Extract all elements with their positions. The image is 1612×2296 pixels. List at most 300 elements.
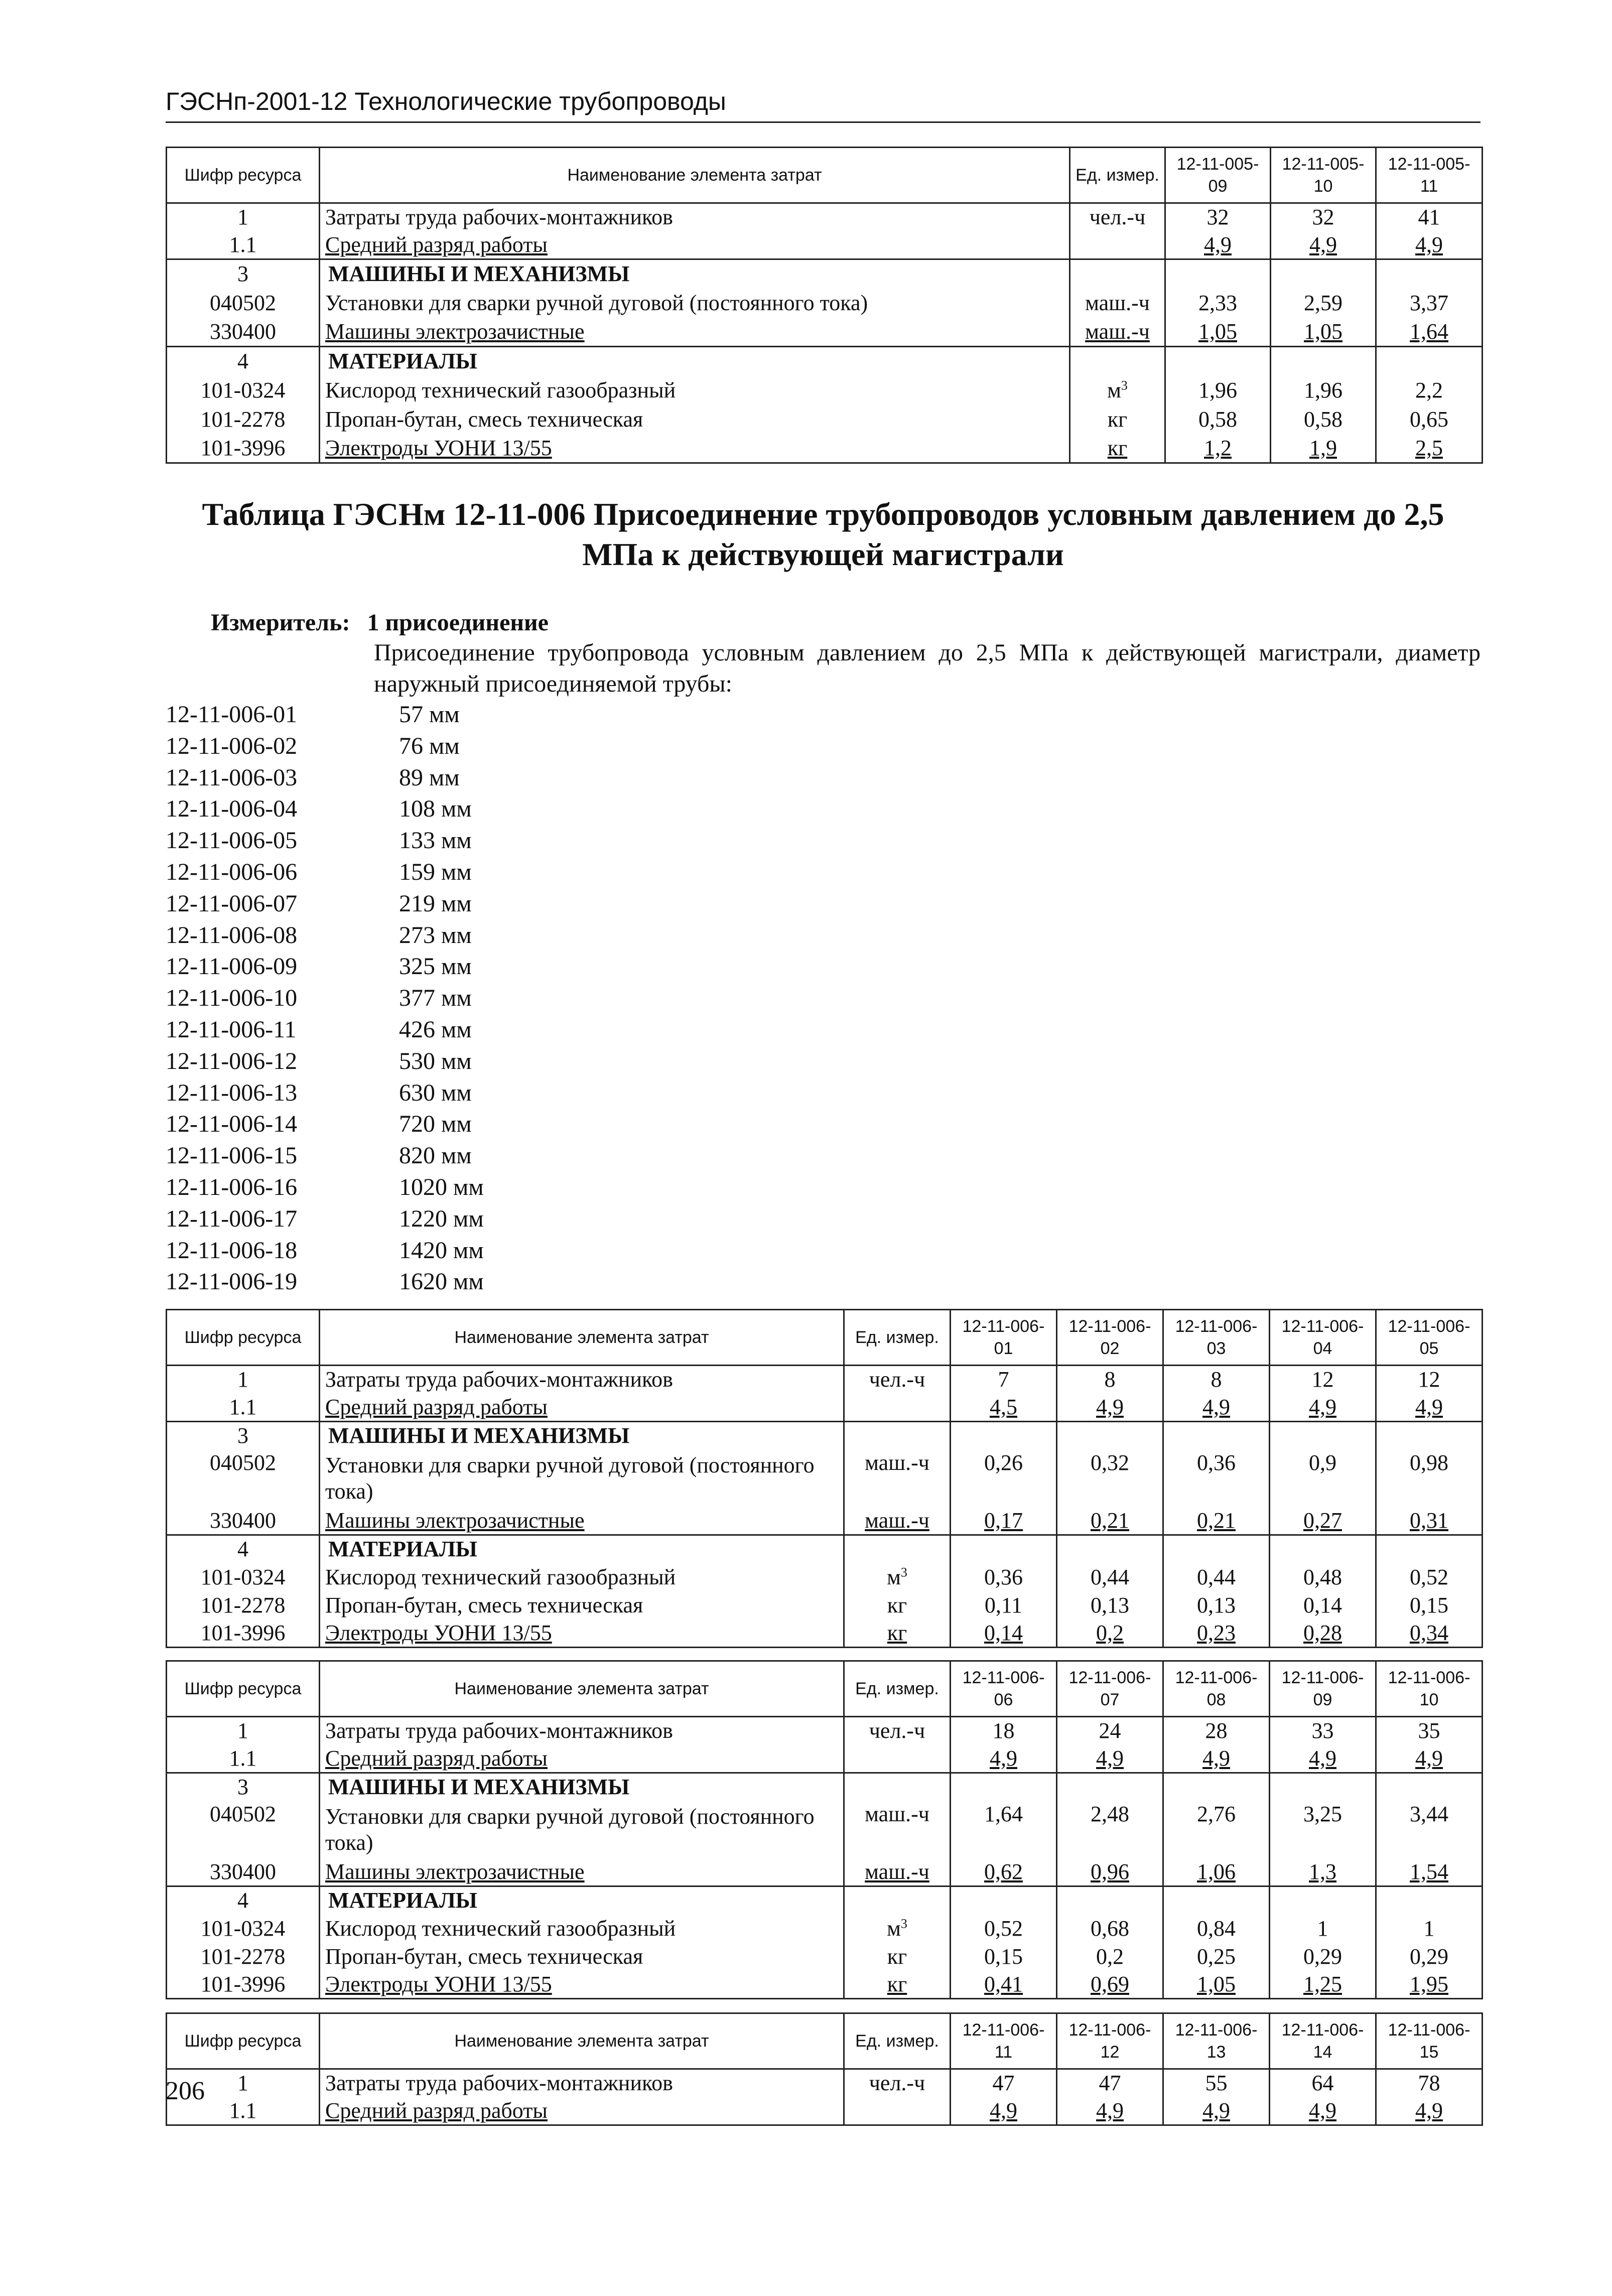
column-header: 12-11-006-04 (1270, 1310, 1376, 1366)
code-text: 12-11-006-15 (166, 1142, 298, 1169)
code-cell: 1 (167, 203, 320, 231)
table-row (167, 1915, 1483, 1943)
value-cell: 0,25 (1163, 1943, 1270, 1971)
measure-description: Присоединение трубопровода условным давлением до 2,5 МПа к действующей магистрали, диаметр наружный присоединяемой трубы: (374, 639, 1481, 697)
column-header: 12-11-006-13 (1163, 2013, 1270, 2069)
value-cell: 1,05 (1271, 318, 1376, 347)
table-row (167, 1394, 1483, 1422)
code-cell: 4 (167, 347, 320, 376)
value-cell: 4,9 (1057, 2097, 1163, 2125)
unit-cell: кг (1070, 405, 1165, 434)
code-cell: 330400 (167, 1507, 320, 1535)
value-cell: 4,5 (951, 1394, 1057, 1422)
value-cell: 1,9 (1271, 434, 1376, 463)
value-cell (1163, 1422, 1270, 1450)
value-cell: 2,33 (1165, 289, 1271, 318)
value-cell: 0,52 (1376, 1563, 1483, 1591)
value-cell (1376, 1422, 1483, 1450)
table-row (167, 2069, 1483, 2097)
value-cell: 0,21 (1057, 1507, 1163, 1535)
value-cell: 0,17 (951, 1507, 1057, 1535)
value-cell: 1,96 (1271, 376, 1376, 405)
list-item (166, 951, 484, 983)
code-cell: 4 (167, 1535, 320, 1563)
table-row (167, 1943, 1483, 1971)
value-cell (1376, 1773, 1483, 1801)
table-row (167, 1745, 1483, 1773)
code-text: 12-11-006-18 (166, 1237, 298, 1264)
code-text: 12-11-006-09 (166, 953, 298, 980)
value-cell: 4,9 (1165, 231, 1271, 259)
value-cell: 3,25 (1270, 1801, 1376, 1858)
value-cell (1163, 1886, 1270, 1915)
list-item (166, 1109, 484, 1140)
code-text: 12-11-006-03 (166, 764, 298, 791)
unit-cell: кг (844, 1619, 951, 1648)
unit-cell (844, 1563, 951, 1591)
value-cell: 18 (951, 1717, 1057, 1745)
value-cell: 0,58 (1165, 405, 1271, 434)
value-cell: 0,29 (1376, 1943, 1483, 1971)
column-header: Ед. измер. (844, 1661, 951, 1717)
table-row (167, 259, 1483, 289)
section-heading: МАТЕРИАЛЫ (320, 1535, 844, 1563)
code-cell: 330400 (167, 318, 320, 347)
value-cell: 78 (1376, 2069, 1483, 2097)
table-row (167, 1450, 1483, 1507)
code-cell: 101-0324 (167, 376, 320, 405)
value-cell: 0,27 (1270, 1507, 1376, 1535)
code-cell: 1.1 (167, 2097, 320, 2125)
column-header: 12-11-006-07 (1057, 1661, 1163, 1717)
measure-label: Измеритель: (211, 609, 350, 636)
value-cell: 35 (1376, 1717, 1483, 1745)
value-cell: 0,13 (1163, 1591, 1270, 1619)
value-cell: 1,3 (1270, 1858, 1376, 1886)
code-list (166, 699, 484, 1298)
measure-line (211, 607, 549, 638)
table-row (167, 2097, 1483, 2125)
code-cell: 101-0324 (167, 1563, 320, 1591)
column-header: 12-11-006-01 (951, 1310, 1057, 1366)
size-text: 89 мм (399, 764, 460, 791)
unit-cell: маш.-ч (844, 1507, 951, 1535)
section-heading: МАШИНЫ И МЕХАНИЗМЫ (320, 1773, 844, 1801)
size-text: 1220 мм (399, 1205, 484, 1232)
size-text: 57 мм (399, 701, 460, 728)
value-cell (1163, 1773, 1270, 1801)
column-header: 12-11-006-11 (951, 2013, 1057, 2069)
unit-cell (844, 2097, 951, 2125)
list-item (166, 1266, 484, 1298)
code-text: 12-11-006-08 (166, 921, 298, 949)
name-cell: Машины электрозачистные (320, 318, 1070, 347)
list-item (166, 888, 484, 920)
name-cell: Электроды УОНИ 13/55 (320, 434, 1070, 463)
name-cell: Машины электрозачистные (320, 1858, 844, 1886)
table-row (167, 1422, 1483, 1450)
column-header: 12-11-006-05 (1376, 1310, 1483, 1366)
column-header: 12-11-005-10 (1271, 148, 1376, 203)
value-cell (1057, 1773, 1163, 1801)
column-header: Шифр ресурса (167, 2013, 320, 2069)
column-header: Ед. измер. (844, 2013, 951, 2069)
size-text: 377 мм (399, 985, 472, 1012)
value-cell (1376, 347, 1483, 376)
code-text: 12-11-006-13 (166, 1079, 298, 1106)
unit-cell: чел.-ч (1070, 203, 1165, 231)
list-item (166, 825, 484, 857)
unit-cell: маш.-ч (1070, 318, 1165, 347)
table-row (167, 376, 1483, 405)
column-header: Шифр ресурса (167, 148, 320, 203)
value-cell: 1,96 (1165, 376, 1271, 405)
value-cell: 1,05 (1163, 1971, 1270, 1999)
table-row (167, 289, 1483, 318)
value-cell: 8 (1057, 1366, 1163, 1394)
name-cell: Машины электрозачистные (320, 1507, 844, 1535)
size-text: 76 мм (399, 732, 460, 759)
unit-cell (1070, 376, 1165, 405)
value-cell: 0,23 (1163, 1619, 1270, 1648)
value-cell: 0,34 (1376, 1619, 1483, 1648)
list-item (166, 1046, 484, 1077)
column-header: 12-11-006-12 (1057, 2013, 1163, 2069)
value-cell: 4,9 (1057, 1745, 1163, 1773)
value-cell: 0,9 (1270, 1450, 1376, 1507)
table-row (167, 434, 1483, 463)
size-text: 426 мм (399, 1016, 472, 1043)
table-row (167, 1886, 1483, 1915)
value-cell: 3,44 (1376, 1801, 1483, 1858)
value-cell: 64 (1270, 2069, 1376, 2097)
value-cell: 0,98 (1376, 1450, 1483, 1507)
list-item (166, 983, 484, 1014)
list-item (166, 1172, 484, 1203)
value-cell: 0,15 (1376, 1591, 1483, 1619)
value-cell: 1,25 (1270, 1971, 1376, 1999)
table-header-row (167, 148, 1483, 203)
value-cell: 0,96 (1057, 1858, 1163, 1886)
value-cell: 8 (1163, 1366, 1270, 1394)
name-cell: Средний разряд работы (320, 1394, 844, 1422)
table-row (167, 1619, 1483, 1648)
unit-superscript: 3 (900, 1564, 907, 1579)
section-heading: МАШИНЫ И МЕХАНИЗМЫ (320, 259, 1070, 289)
code-cell: 101-2278 (167, 1943, 320, 1971)
name-cell: Пропан-бутан, смесь техническая (320, 1943, 844, 1971)
code-cell: 330400 (167, 1858, 320, 1886)
value-cell: 0,36 (1163, 1450, 1270, 1507)
table-row (167, 405, 1483, 434)
unit-cell (844, 1745, 951, 1773)
value-cell: 0,14 (951, 1619, 1057, 1648)
name-cell: Кислород технический газообразный (320, 1563, 844, 1591)
unit-cell: кг (1070, 434, 1165, 463)
value-cell (1270, 1422, 1376, 1450)
code-cell: 101-3996 (167, 1971, 320, 1999)
value-cell: 0,68 (1057, 1915, 1163, 1943)
name-cell: Затраты труда рабочих-монтажников (320, 2069, 844, 2097)
column-header: Ед. измер. (1070, 148, 1165, 203)
list-item (166, 1235, 484, 1267)
unit-cell: кг (844, 1943, 951, 1971)
value-cell: 2,59 (1271, 289, 1376, 318)
value-cell: 4,9 (1163, 1745, 1270, 1773)
resource-table-005 (166, 147, 1483, 464)
name-cell: Средний разряд работы (320, 2097, 844, 2125)
unit-cell (844, 1915, 951, 1943)
value-cell: 12 (1270, 1366, 1376, 1394)
size-text: 1420 мм (399, 1237, 484, 1264)
code-cell: 040502 (167, 289, 320, 318)
value-cell: 4,9 (1376, 2097, 1483, 2125)
unit-text: м (887, 1916, 901, 1941)
column-header: 12-11-006-09 (1270, 1661, 1376, 1717)
unit-cell: кг (844, 1591, 951, 1619)
code-cell: 3 (167, 1773, 320, 1801)
list-item (166, 699, 484, 731)
unit-superscript: 3 (900, 1916, 907, 1931)
table-header-row (167, 1310, 1483, 1366)
unit-cell: кг (844, 1971, 951, 1999)
list-item (166, 857, 484, 888)
value-cell: 32 (1165, 203, 1271, 231)
list-item (166, 1077, 484, 1109)
unit-text: м (1107, 377, 1121, 402)
value-cell: 4,9 (1270, 1745, 1376, 1773)
value-cell: 2,2 (1376, 376, 1483, 405)
value-cell: 4,9 (1163, 2097, 1270, 2125)
table-title-line: Таблица ГЭСНм 12-11-006 Присоединение трубопроводов условным давлением до 2,5 (202, 496, 1444, 532)
section-heading: МАШИНЫ И МЕХАНИЗМЫ (320, 1422, 844, 1450)
name-cell: Средний разряд работы (320, 1745, 844, 1773)
code-text: 12-11-006-19 (166, 1268, 298, 1295)
unit-cell (844, 1422, 951, 1450)
value-cell: 0,2 (1057, 1619, 1163, 1648)
resource-table-006-c (166, 2012, 1483, 2126)
value-cell (1270, 1773, 1376, 1801)
code-text: 12-11-006-01 (166, 701, 298, 728)
name-cell: Кислород технический газообразный (320, 1915, 844, 1943)
value-cell: 47 (951, 2069, 1057, 2097)
code-cell: 101-2278 (167, 405, 320, 434)
value-cell: 33 (1270, 1717, 1376, 1745)
table-row (167, 1801, 1483, 1858)
value-cell: 0,41 (951, 1971, 1057, 1999)
value-cell: 2,48 (1057, 1801, 1163, 1858)
code-cell: 101-2278 (167, 1591, 320, 1619)
section-heading: МАТЕРИАЛЫ (320, 1886, 844, 1915)
table-header-row (167, 2013, 1483, 2069)
value-cell: 0,62 (951, 1858, 1057, 1886)
table-row (167, 1591, 1483, 1619)
column-header: 12-11-006-03 (1163, 1310, 1270, 1366)
table-title-line: МПа к действующей магистрали (582, 536, 1064, 572)
value-cell (951, 1886, 1057, 1915)
value-cell: 55 (1163, 2069, 1270, 2097)
unit-cell (1070, 231, 1165, 259)
value-cell: 4,9 (1376, 231, 1483, 259)
unit-cell (1070, 347, 1165, 376)
name-cell: Затраты труда рабочих-монтажников (320, 203, 1070, 231)
value-cell: 1,2 (1165, 434, 1271, 463)
list-item (166, 1140, 484, 1172)
code-text: 12-11-006-16 (166, 1173, 298, 1200)
size-text: 133 мм (399, 827, 472, 854)
value-cell: 4,9 (1271, 231, 1376, 259)
value-cell: 1,05 (1165, 318, 1271, 347)
value-cell: 32 (1271, 203, 1376, 231)
value-cell (1376, 1535, 1483, 1563)
name-cell: Пропан-бутан, смесь техническая (320, 405, 1070, 434)
unit-cell: маш.-ч (844, 1858, 951, 1886)
value-cell: 3,37 (1376, 289, 1483, 318)
name-cell: Установки для сварки ручной дуговой (постоянного тока) (320, 289, 1070, 318)
column-header: Шифр ресурса (167, 1661, 320, 1717)
value-cell: 0,52 (951, 1915, 1057, 1943)
value-cell: 41 (1376, 203, 1483, 231)
value-cell (951, 1535, 1057, 1563)
code-cell: 4 (167, 1886, 320, 1915)
value-cell: 0,44 (1057, 1563, 1163, 1591)
value-cell: 0,11 (951, 1591, 1057, 1619)
code-text: 12-11-006-11 (166, 1016, 297, 1043)
code-cell: 1.1 (167, 1745, 320, 1773)
code-text: 12-11-006-17 (166, 1205, 298, 1232)
code-text: 12-11-006-12 (166, 1047, 298, 1074)
name-cell: Электроды УОНИ 13/55 (320, 1619, 844, 1648)
column-header: Наименование элемента затрат (320, 2013, 844, 2069)
code-cell: 1 (167, 1366, 320, 1394)
value-cell: 4,9 (951, 1745, 1057, 1773)
value-cell (1270, 1886, 1376, 1915)
table-row (167, 1773, 1483, 1801)
name-cell: Затраты труда рабочих-монтажников (320, 1717, 844, 1745)
size-text: 1020 мм (399, 1173, 484, 1200)
value-cell (1057, 1422, 1163, 1450)
code-text: 12-11-006-06 (166, 858, 298, 885)
name-cell: Установки для сварки ручной дуговой (постоянного тока) (320, 1450, 844, 1507)
unit-cell: маш.-ч (844, 1450, 951, 1507)
value-cell: 0,32 (1057, 1450, 1163, 1507)
code-cell: 101-3996 (167, 1619, 320, 1648)
table-row (167, 347, 1483, 376)
code-cell: 040502 (167, 1450, 320, 1507)
code-cell: 1 (167, 1717, 320, 1745)
unit-cell: чел.-ч (844, 1717, 951, 1745)
size-text: 530 мм (399, 1047, 472, 1074)
code-cell: 101-3996 (167, 434, 320, 463)
value-cell: 47 (1057, 2069, 1163, 2097)
unit-cell (844, 1773, 951, 1801)
code-cell: 040502 (167, 1801, 320, 1858)
table-row (167, 318, 1483, 347)
column-header: Шифр ресурса (167, 1310, 320, 1366)
value-cell: 4,9 (1163, 1394, 1270, 1422)
value-cell: 1 (1270, 1915, 1376, 1943)
value-cell: 4,9 (1376, 1394, 1483, 1422)
resource-table-006-b (166, 1660, 1483, 1999)
column-header: 12-11-006-08 (1163, 1661, 1270, 1717)
size-text: 630 мм (399, 1079, 472, 1106)
size-text: 1620 мм (399, 1268, 484, 1295)
value-cell (1270, 1535, 1376, 1563)
value-cell (1271, 347, 1376, 376)
column-header: 12-11-006-15 (1376, 2013, 1483, 2069)
value-cell: 1,54 (1376, 1858, 1483, 1886)
value-cell (1057, 1886, 1163, 1915)
unit-cell (1070, 259, 1165, 289)
value-cell (1271, 259, 1376, 289)
table-row (167, 1366, 1483, 1394)
size-text: 325 мм (399, 953, 472, 980)
value-cell: 1,95 (1376, 1971, 1483, 1999)
value-cell: 2,5 (1376, 434, 1483, 463)
code-cell: 1.1 (167, 1394, 320, 1422)
name-cell: Затраты труда рабочих-монтажников (320, 1366, 844, 1394)
measure-value: 1 присоединение (367, 609, 549, 636)
code-text: 12-11-006-02 (166, 732, 298, 759)
list-item (166, 793, 484, 825)
unit-text: м (887, 1564, 901, 1589)
value-cell: 4,9 (1057, 1394, 1163, 1422)
column-header: 12-11-006-06 (951, 1661, 1057, 1717)
value-cell: 12 (1376, 1366, 1483, 1394)
value-cell: 2,76 (1163, 1801, 1270, 1858)
table-title (166, 494, 1481, 575)
code-cell: 3 (167, 259, 320, 289)
value-cell: 4,9 (1376, 1745, 1483, 1773)
value-cell (1376, 1886, 1483, 1915)
value-cell: 0,44 (1163, 1563, 1270, 1591)
value-cell: 24 (1057, 1717, 1163, 1745)
list-item (166, 920, 484, 952)
table-row (167, 1535, 1483, 1563)
value-cell: 0,58 (1271, 405, 1376, 434)
table-row (167, 1971, 1483, 1999)
value-cell: 0,65 (1376, 405, 1483, 434)
name-cell: Электроды УОНИ 13/55 (320, 1971, 844, 1999)
value-cell: 0,15 (951, 1943, 1057, 1971)
unit-cell (844, 1535, 951, 1563)
code-cell: 101-0324 (167, 1915, 320, 1943)
page-header: ГЭСНп-2001-12 Технологические трубопроводы (166, 85, 1481, 123)
column-header: Наименование элемента затрат (320, 148, 1070, 203)
value-cell: 7 (951, 1366, 1057, 1394)
code-text: 12-11-006-05 (166, 827, 298, 854)
value-cell: 4,9 (951, 2097, 1057, 2125)
column-header: Наименование элемента затрат (320, 1310, 844, 1366)
table-row (167, 1507, 1483, 1535)
value-cell: 0,31 (1376, 1507, 1483, 1535)
unit-superscript: 3 (1121, 377, 1128, 392)
value-cell: 28 (1163, 1717, 1270, 1745)
table-row (167, 1563, 1483, 1591)
code-cell: 3 (167, 1422, 320, 1450)
code-cell: 1.1 (167, 231, 320, 259)
code-text: 12-11-006-14 (166, 1111, 298, 1138)
value-cell: 0,36 (951, 1563, 1057, 1591)
value-cell: 0,48 (1270, 1563, 1376, 1591)
code-text: 12-11-006-07 (166, 890, 298, 917)
list-item (166, 1014, 484, 1046)
code-cell: 1 (167, 2069, 320, 2097)
code-text: 12-11-006-10 (166, 985, 298, 1012)
size-text: 720 мм (399, 1111, 472, 1138)
value-cell: 0,13 (1057, 1591, 1163, 1619)
value-cell: 4,9 (1270, 1394, 1376, 1422)
